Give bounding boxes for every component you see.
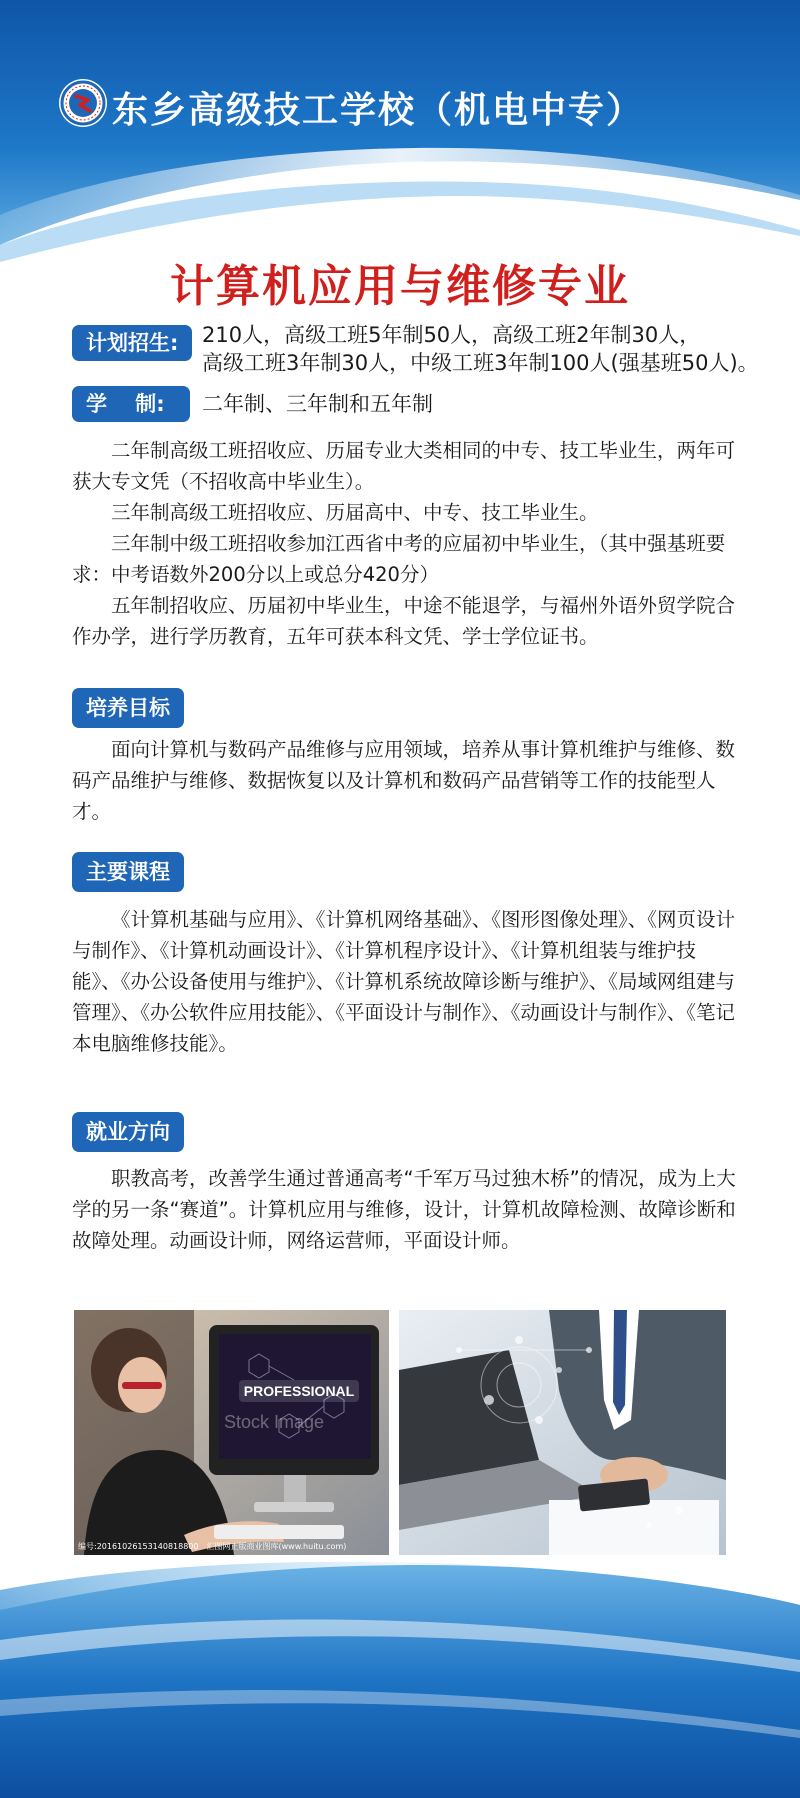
screen-text: PROFESSIONAL xyxy=(243,1383,355,1399)
enrollment-line-1: 210人，高级工班5年制50人，高级工班2年制30人， xyxy=(202,323,701,347)
admission-paragraph: 三年制高级工班招收应、历届高中、中专、技工毕业生。 xyxy=(111,501,599,524)
school-emblem-icon xyxy=(58,78,108,128)
careers-paragraph: 职教高考，改善学生通过普通高考“千军万马过独木桥”的情况，成为上大学的另一条“赛道”。计算机应用与维修，设计，计算机故障检测、故障诊断和故障处理。动画设计师，网络运营师，平面设计师。 xyxy=(72,1167,736,1252)
business-laptop-photo-icon xyxy=(399,1310,726,1555)
enrollment-line-2: 高级工班3年制30人，中级工班3年制100人(强基班50人)。 xyxy=(202,351,759,375)
section-title-careers: 就业方向 xyxy=(72,1112,184,1152)
admission-description xyxy=(72,435,740,652)
goals-paragraph: 面向计算机与数码产品维修与应用领域，培养从事计算机维护与维修、数码产品维护与维修、数据恢复以及计算机和数码产品营销等工作的技能型人才。 xyxy=(72,738,736,823)
section-title-courses: 主要课程 xyxy=(72,852,184,892)
photo-watermark: Stock Image xyxy=(224,1412,325,1432)
duration-value: 二年制、三年制和五年制 xyxy=(202,392,433,416)
photo-caption: 编号:20161026153140818800 汇图网正版商业图库(www.huitu.com) xyxy=(78,1542,347,1551)
section-title-goals: 培养目标 xyxy=(72,688,184,728)
courses-paragraph: 《计算机基础与应用》、《计算机网络基础》、《图形图像处理》、《网页设计与制作》、《计算机动画设计》、《计算机程序设计》、《计算机组装与维护技能》、《办公设备使用与维护》、《计算机系统故障诊断与维护》、《局域网组建与管理》、《办公软件应用技能》、《平面设计与制作》、《动画设计与制作》、《笔记本电脑维修技能》。 xyxy=(72,908,736,1055)
photo-business-laptop xyxy=(399,1310,726,1555)
page-title: 计算机应用与维修专业 xyxy=(170,261,630,312)
careers-text xyxy=(72,1163,740,1256)
courses-text xyxy=(72,904,740,1059)
admission-paragraph: 三年制中级工班招收参加江西省中考的应届初中毕业生，（其中强基班要求：中考语数外200分以上或总分420分） xyxy=(72,532,726,586)
duration-label: 学 制: xyxy=(72,386,190,422)
enrollment-label: 计划招生: xyxy=(72,325,192,361)
photo-computer-user xyxy=(74,1310,389,1555)
computer-user-illustration-icon xyxy=(74,1310,389,1555)
admission-paragraph: 二年制高级工班招收应、历届专业大类相同的中专、技工毕业生，两年可获大专文凭（不招收高中毕业生）。 xyxy=(72,439,736,493)
goals-text xyxy=(72,734,740,827)
admission-paragraph: 五年制招收应、历届初中毕业生，中途不能退学，与福州外语外贸学院合作办学，进行学历教育，五年可获本科文凭、学士学位证书。 xyxy=(72,594,736,648)
school-name: 东乡高级技工学校（机电中专） xyxy=(112,90,645,131)
